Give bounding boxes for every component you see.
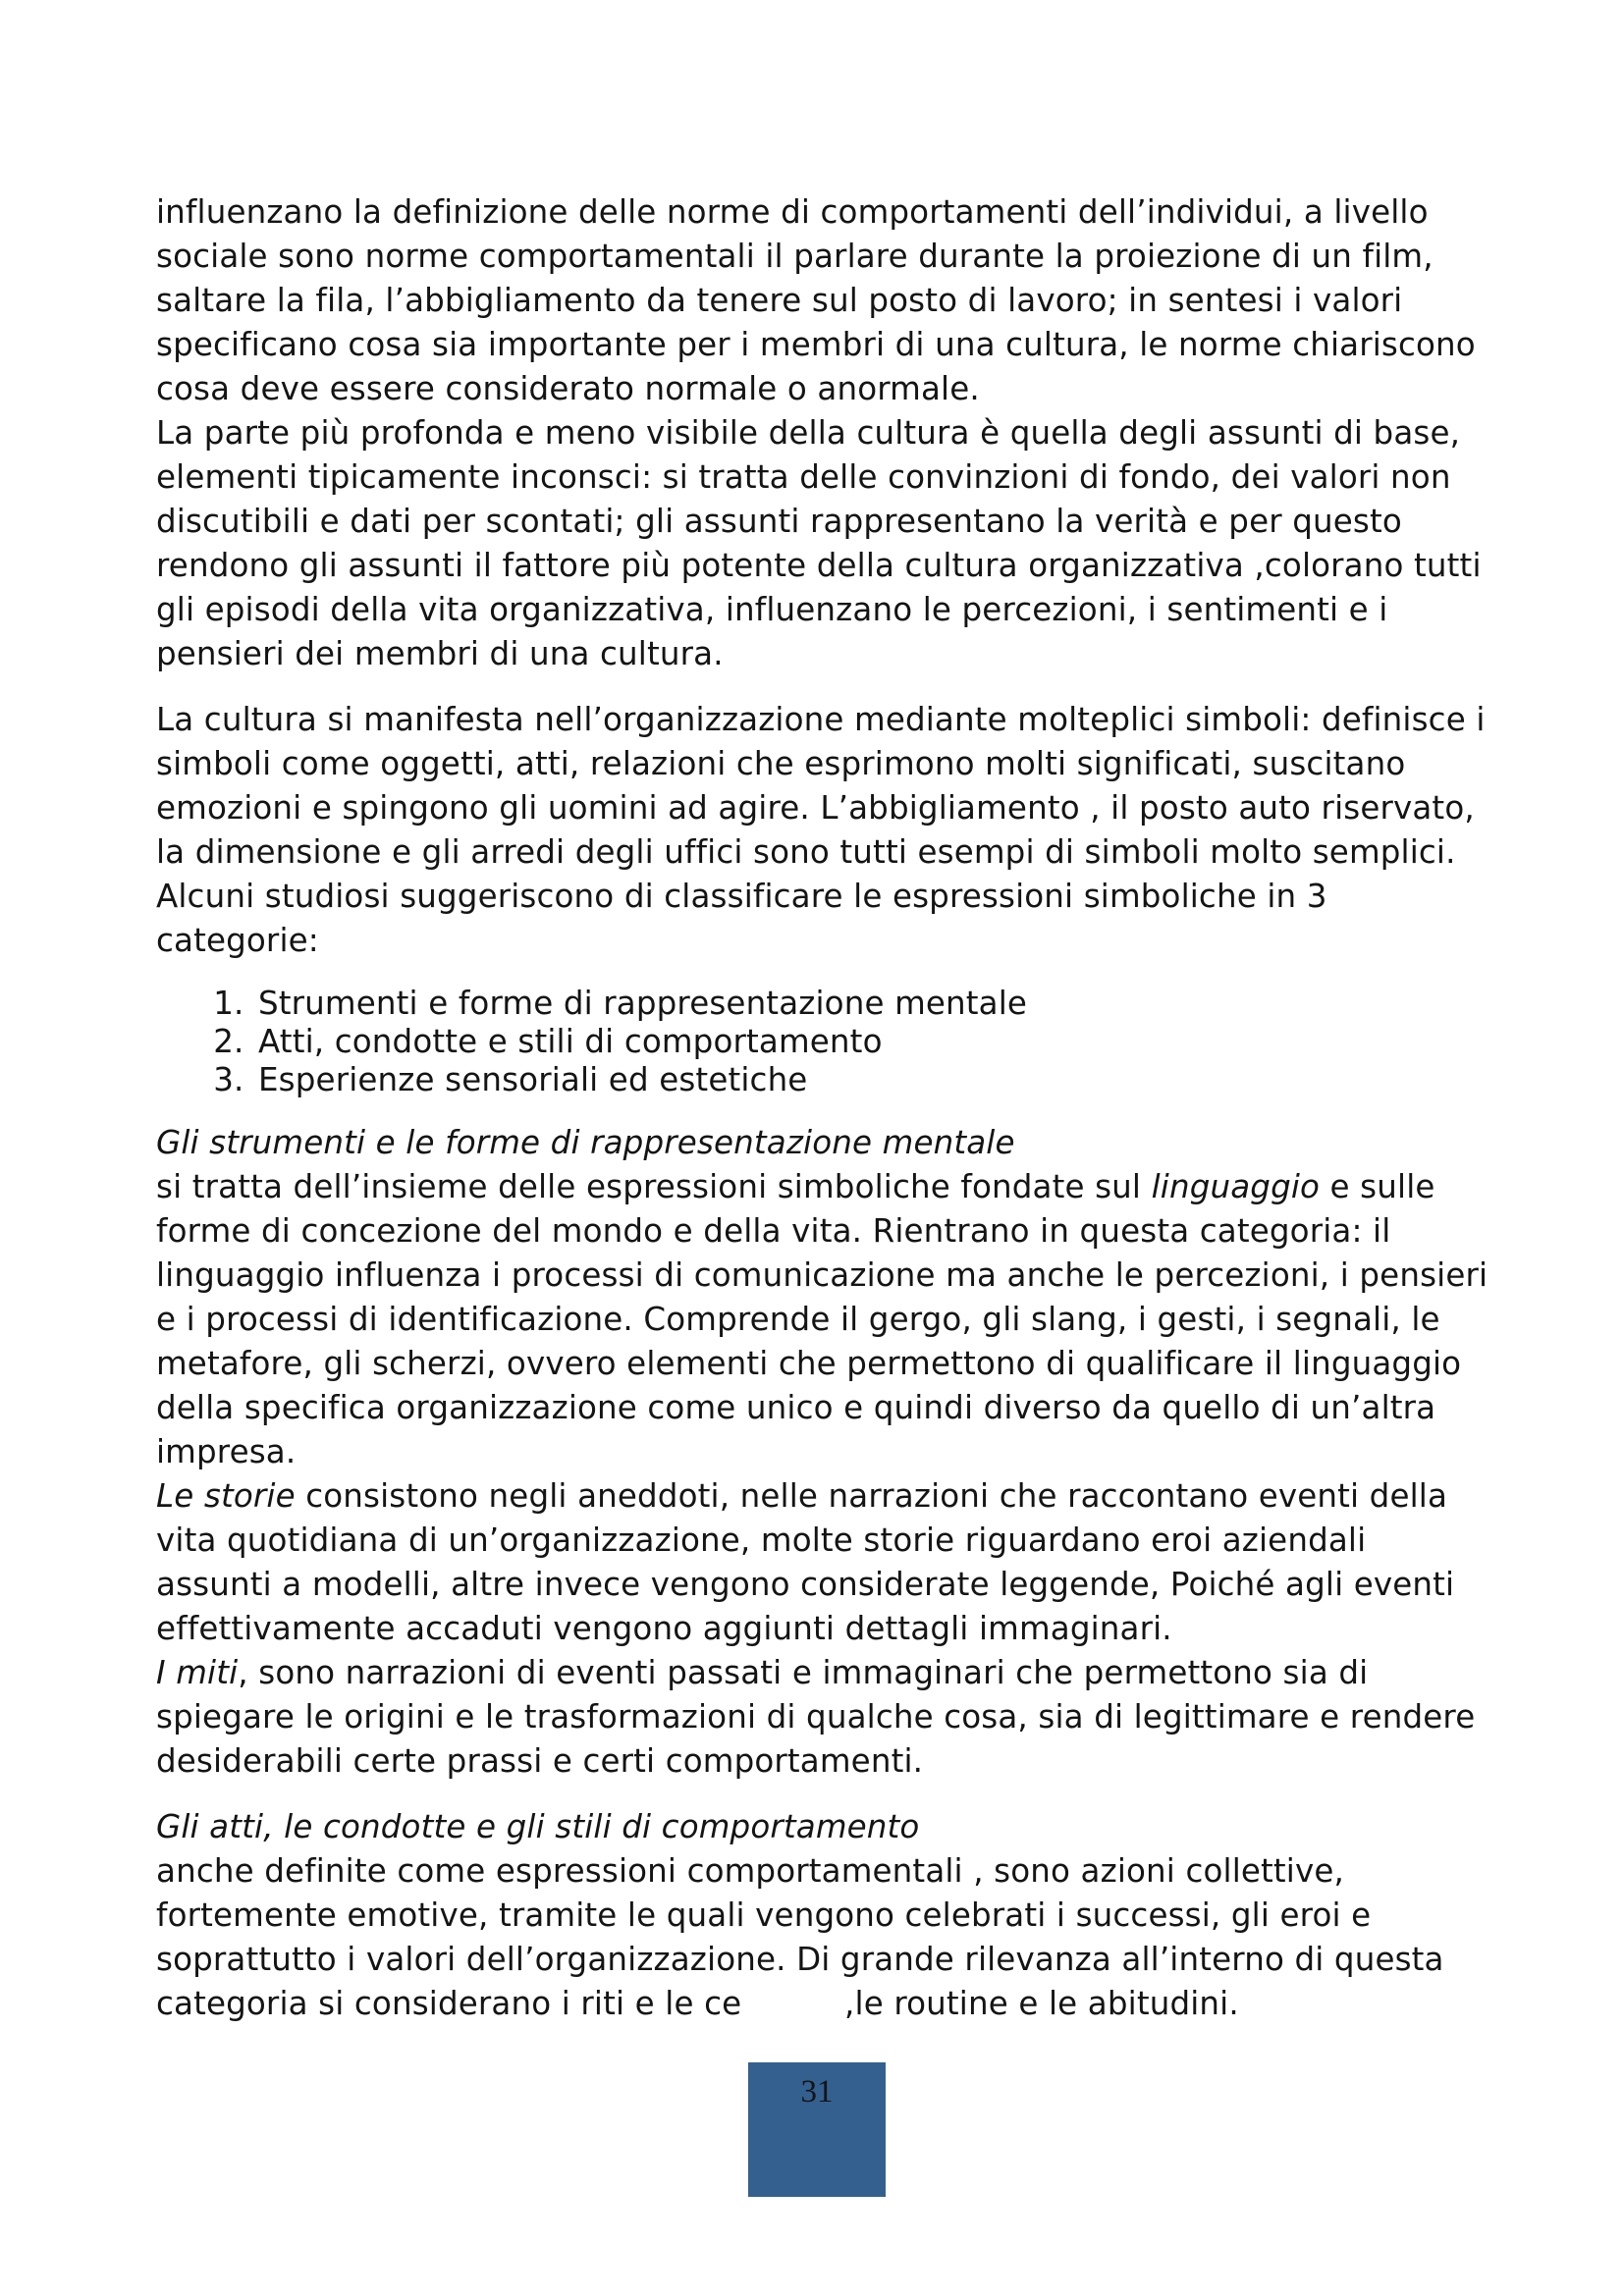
paragraph-categories-intro: Alcuni studiosi suggeriscono di classificare le espressioni simboliche in 3 categorie:: [156, 878, 1327, 959]
paragraph-symbols: La cultura si manifesta nell’organizzazione mediante molteplici simboli: definisce i simboli come oggetti, atti, relazioni che esprimono molti significati, suscitano emozioni e spingono gli uomini ad agire. L’abbigliamento , il posto auto riservato, la dimensione e gli arredi degli uffici sono tutti esempi di simboli molto semplici.: [156, 701, 1486, 871]
categories-list: [156, 985, 1491, 1099]
paragraph-norms: influenzano la definizione delle norme di comportamenti dell’individui, a livello sociale sono norme comportamentali il parlare durante la proiezione di un film, saltare la fila, l’abbigliamento da tenere sul posto di lavoro; in sentesi i valori specificano cosa sia importante per i membri di una cultura, le norme chiariscono cosa deve essere considerato normale o anormale.: [156, 193, 1476, 407]
list-item: 3. Esperienze sensoriali ed estetiche: [254, 1061, 1491, 1099]
list-item: 1. Strumenti e forme di rappresentazione mentale: [254, 985, 1491, 1023]
document-body: [156, 190, 1491, 2026]
paragraph-behavioral-expressions: anche definite come espressioni comportamentali , sono azioni collettive, fortemente emotive, tramite le quali vengono celebrati i successi, gli eroi e soprattutto i valori dell’organizzazione. Di grande rilevanza all’interno di questa categoria si considerano i riti e le ce ,le routine e le abitudini.: [156, 1852, 1455, 2022]
list-item: 2. Atti, condotte e stili di comportamento: [254, 1023, 1491, 1061]
paragraph-stories: [156, 1474, 1491, 1651]
emphasis-le-storie: Le storie: [156, 1477, 296, 1515]
emphasis-i-miti: I miti: [156, 1654, 239, 1691]
section-heading-mental-representation: Gli strumenti e le forme di rappresentazione mentale: [156, 1124, 1015, 1161]
paragraph-language: [156, 1165, 1491, 1474]
text-run: e sulle forme di concezione del mondo e della vita. Rientrano in questa categoria: il linguaggio influenza i processi di comunicazione ma anche le percezioni, i pensieri e i processi di identificazione. Comprende il gergo, gli slang, i gesti, i segnali, le metafore, gli scherzi, ovvero elementi che permettono di qualificare il linguaggio della specifica organizzazione come unico e quindi diverso da quello di un’altra impresa.: [156, 1168, 1488, 1470]
text-run: consistono negli aneddoti, nelle narrazioni che raccontano eventi della vita quotidiana di un’organizzazione, molte storie riguardano eroi aziendali assunti a modelli, altre invece vengono considerate leggende, Poiché agli eventi effettivamente accaduti vengono aggiunti dettagli immaginari.: [156, 1477, 1455, 1647]
page-number: 31: [800, 2074, 834, 2109]
text-run: si tratta dell’insieme delle espressioni simboliche fondate sul: [156, 1168, 1152, 1205]
text-run: , sono narrazioni di eventi passati e immaginari che permettono sia di spiegare le origini e le trasformazioni di qualche cosa, sia di legittimare e rendere desiderabili certe prassi e certi comportamenti.: [156, 1654, 1476, 1780]
paragraph-myths: [156, 1651, 1491, 1784]
emphasis-linguaggio: linguaggio: [1151, 1168, 1321, 1205]
paragraph-basic-assumptions: La parte più profonda e meno visibile della cultura è quella degli assunti di base, elementi tipicamente inconsci: si tratta delle convinzioni di fondo, dei valori non discutibili e dati per scontati; gli assunti rappresentano la verità e per questo rendono gli assunti il fattore più potente della cultura organizzativa ,colorano tutti gli episodi della vita organizzativa, influenzano le percezioni, i sentimenti e i pensieri dei membri di una cultura.: [156, 414, 1482, 672]
page-number-box: [748, 2062, 886, 2197]
section-heading-behavior: Gli atti, le condotte e gli stili di comportamento: [156, 1808, 920, 1845]
